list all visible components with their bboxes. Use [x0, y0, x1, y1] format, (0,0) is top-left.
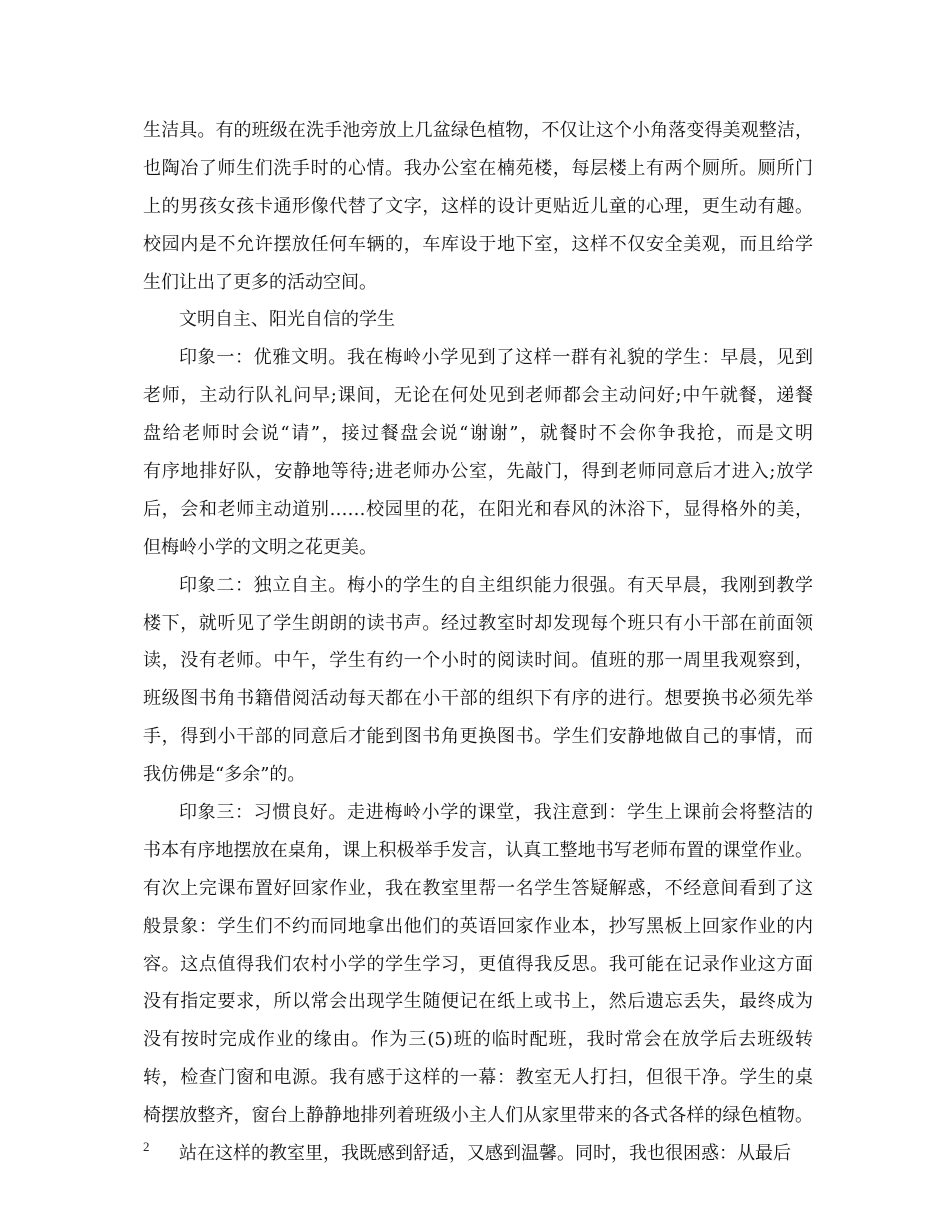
text-line: 老师，主动行队礼问早;课间，无论在何处见到老师都会主动问好;中午就餐，递餐 [143, 385, 813, 407]
text-line: 手，得到小干部的同意后才能到图书角更换图书。学生们安静地做自己的事情，而 [143, 726, 813, 748]
text-line: 生们让出了更多的活动空间。 [143, 271, 377, 293]
text-line: 有序地排好队，安静地等待;进老师办公室，先敲门，得到老师同意后才进入;放学 [143, 461, 813, 483]
text-line: 容。这点值得我们农村小学的学生学习，更值得我反思。我可能在记录作业这方面 [143, 953, 813, 975]
section-heading: 文明自主、阳光自信的学生 [179, 309, 395, 331]
text-line: 盘给老师时会说“请”，接过餐盘会说“谢谢”，就餐时不会你争我抢，而是文明 [143, 423, 813, 445]
text-line: 但梅岭小学的文明之花更美。 [143, 536, 377, 558]
text-line: 印象二：独立自主。梅小的学生的自主组织能力很强。有天早晨，我刚到教学 [179, 574, 813, 596]
text-line: 没有按时完成作业的缘由。作为三(5)班的临时配班，我时常会在放学后去班级转 [143, 1029, 813, 1051]
text-line: 印象一：优雅文明。我在梅岭小学见到了这样一群有礼貌的学生：早晨，见到 [179, 347, 813, 369]
text-line: 校园内是不允许摆放任何车辆的，车库设于地下室，这样不仅安全美观，而且给学 [143, 233, 813, 255]
text-line: 书本有序地摆放在桌角，课上积极举手发言，认真工整地书写老师布置的课堂作业。 [143, 839, 813, 861]
text-line: 有次上完课布置好回家作业，我在教室里帮一名学生答疑解惑，不经意间看到了这 [143, 877, 813, 899]
text-line: 我仿佛是“多余”的。 [143, 764, 306, 786]
text-line: 也陶冶了师生们洗手时的心情。我办公室在楠苑楼，每层楼上有两个厕所。厕所门 [143, 157, 813, 179]
text-line: 转，检查门窗和电源。我有感于这样的一幕：教室无人打扫，但很干净。学生的桌 [143, 1067, 813, 1089]
text-line: 没有指定要求，所以常会出现学生随便记在纸上或书上，然后遗忘丢失，最终成为 [143, 991, 813, 1013]
text-line: 生洁具。有的班级在洗手池旁放上几盆绿色植物，不仅让这个小角落变得美观整洁， [143, 120, 813, 141]
text-line: 班级图书角书籍借阅活动每天都在小干部的组织下有序的进行。想要换书必须先举 [143, 688, 813, 710]
text-line: 读，没有老师。中午，学生有约一个小时的阅读时间。值班的那一周里我观察到， [143, 650, 813, 672]
page-number: 2 [143, 1139, 150, 1154]
text-line: 上的男孩女孩卡通形像代替了文字，这样的设计更贴近儿童的心理，更生动有趣。 [143, 195, 813, 217]
text-line: 印象三：习惯良好。走进梅岭小学的课堂，我注意到：学生上课前会将整洁的 [179, 802, 813, 824]
text-line: 后，会和老师主动道别……校园里的花，在阳光和春风的沐浴下，显得格外的美， [143, 498, 813, 520]
text-line: 站在这样的教室里，我既感到舒适，又感到温馨。同时，我也很困惑：从最后 [179, 1143, 791, 1165]
text-line: 椅摆放整齐，窗台上静静地排列着班级小主人们从家里带来的各式各样的绿色植物。 [143, 1105, 813, 1127]
text-line: 楼下，就听见了学生朗朗的读书声。经过教室时却发现每个班只有小干部在前面领 [143, 612, 813, 634]
text-line: 般景象：学生们不约而同地拿出他们的英语回家作业本，抄写黑板上回家作业的内 [143, 915, 813, 937]
body-text [143, 112, 813, 1173]
